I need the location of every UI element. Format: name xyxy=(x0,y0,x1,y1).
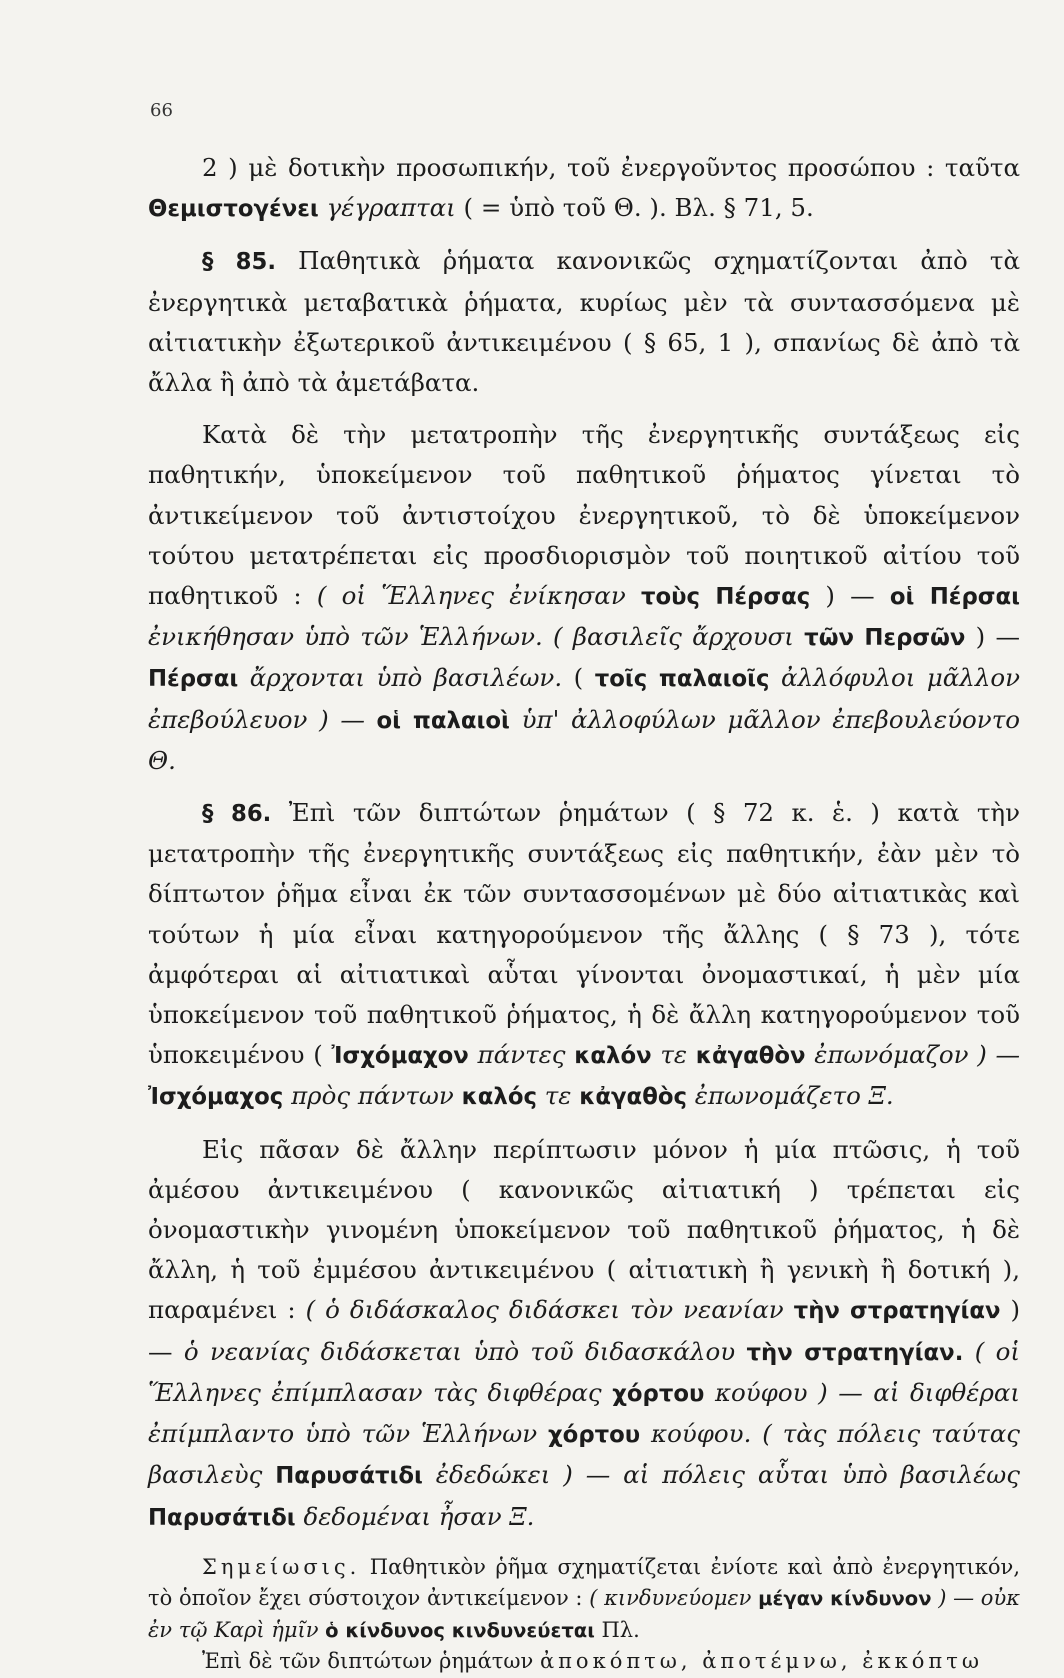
example-bold: Ἰσχόμαχον xyxy=(331,1043,469,1070)
example-italic: πρὸς πάντων xyxy=(283,1081,462,1111)
example-bold: χόρτου xyxy=(612,1380,705,1407)
text-run: Εἰς πᾶσαν δὲ ἄλλην περίπτωσιν μόνον ἡ μία πτῶσις, ἡ τοῦ ἀμέσου ἀντικειμένου ( κανονικῶς αἰτιατική ) τρέπεται εἰς ὀνομαστικὴν γινομένη ὑποκείμενον τοῦ παθητικοῦ ῥήματος, ἡ δὲ ἄλλη, ἡ τοῦ ἐμμέσου ἀντικειμένου ( αἰτιατικὴ ἢ γενικὴ ἢ δοτική ), παραμένει : xyxy=(148,1134,1020,1325)
example-italic: κούφου ) — αἱ διφθέραι ἐπίμπλαντο ὑπὸ τῶν Ἑλλήνων xyxy=(148,1377,1020,1449)
example-bold: οἱ παλαιοὶ xyxy=(376,707,510,734)
example-bold: κἀγαθὸς xyxy=(579,1084,687,1111)
example-italic: ἄρχονται ὑπὸ βασιλέων. xyxy=(238,663,563,693)
section-86 xyxy=(148,793,1020,1118)
example-bold: ὁ κίνδυνος κινδυνεύεται xyxy=(325,1618,595,1642)
example-italic: κούφου. ( τὰς πόλεις ταύτας βασιλεὺς xyxy=(148,1419,1020,1490)
section-85 xyxy=(148,241,1020,403)
example-italic: τε xyxy=(651,1040,696,1070)
example-bold: τῶν Περσῶν xyxy=(804,625,966,652)
text-run: ) — xyxy=(965,622,1020,652)
text-run: Παθητικὸν ῥῆμα σχηματίζεται ἐνίοτε καὶ ἀπὸ ἐνεργητικόν, τὸ ὁποῖον ἔχει σύστοιχον ἀντικείμενον : xyxy=(148,1554,1020,1611)
example-bold: κἀγαθὸν xyxy=(695,1043,806,1070)
text-run: Ἐπὶ δὲ τῶν διπτώτων ῥημάτων xyxy=(202,1649,540,1674)
paragraph-dative-agent xyxy=(148,148,1020,229)
spaced-verbs: ἀποκόπτω, ἀποτέμνω, ἐκκόπτω xyxy=(539,1649,983,1674)
example-bold: Ἰσχόμαχος xyxy=(148,1084,284,1111)
text-run: Ἐπὶ τῶν διπτώτων ῥημάτων ( § 72 κ. ἑ. ) κατὰ τὴν μετατροπὴν τῆς ἐνεργητικῆς συντάξεως εἰς παθητικήν, ἐὰν μὲν τὸ δίπτωτον ῥῆμα εἶναι ἐκ τῶν συντασσομένων μὲ δύο αἰτιατικὰς καὶ τούτων ἡ μία εἶναι κατηγορούμενον τῆς ἄλλης ( § 73 ), τότε ἀμφότεραι αἱ αἰτιατικαὶ αὗται γίνονται ὀνομαστικαί, ἡ μὲν μία ὑποκείμενον τοῦ παθητικοῦ ῥήματος, ἡ δὲ ἄλλη κατηγορούμενον τοῦ ὑποκειμένου ( xyxy=(148,798,1021,1070)
example-italic: ἐνικήθησαν ὑπὸ τῶν Ἑλλήνων. ( βασιλεῖς ἄρχουσι xyxy=(148,622,794,652)
text-run: 2 ) μὲ δοτικὴν προσωπικήν, τοῦ ἐνεργοῦντος προσώπου : ταῦτα xyxy=(202,153,1020,182)
example-italic: τε xyxy=(536,1081,580,1111)
paragraph-other-cases xyxy=(148,1130,1020,1538)
example-bold: χόρτου xyxy=(548,1422,641,1449)
example-bold: οἱ Πέρσαι xyxy=(889,584,1020,611)
section-number: § 85. xyxy=(202,249,277,276)
example-italic: δεδομέναι ἦσαν Ξ. xyxy=(295,1501,535,1531)
example-italic: ἐπωνομάζετο Ξ. xyxy=(686,1081,894,1111)
example-italic: ( οἱ Ἕλληνες ἐπίμπλασαν τὰς διφθέρας xyxy=(148,1336,1020,1407)
note-continuation xyxy=(148,1646,1020,1678)
text-body xyxy=(148,148,1020,1678)
example-bold: τοῖς παλαιοῖς xyxy=(594,666,770,693)
example-bold: Παρυσάτιδι xyxy=(275,1463,423,1490)
text-run: ( = ὑπὸ τοῦ Θ. ). Βλ. § 71, 5. xyxy=(455,193,814,223)
example-italic: ( κινδυνεύομεν xyxy=(589,1586,752,1611)
paragraph-conversion xyxy=(148,415,1020,781)
note-paragraph xyxy=(148,1552,1020,1647)
text-run: Πλ. xyxy=(594,1617,640,1642)
example-italic: ἐπωνόμαζον ) — xyxy=(805,1040,1021,1070)
example-bold: καλός xyxy=(461,1084,537,1111)
section-number: § 86. xyxy=(202,801,272,828)
example-italic: ( ὁ διδάσκαλος διδάσκει τὸν νεανίαν xyxy=(305,1295,784,1325)
note-label: Σημείωσις. xyxy=(202,1554,361,1579)
example-italic: ὁ νεανίας διδάσκεται ὑπὸ τοῦ διδασκάλου xyxy=(183,1336,736,1366)
example-italic: ἐδεδώκει ) — αἱ πόλεις αὗται ὑπὸ βασιλέως xyxy=(422,1460,1021,1490)
example-bold: μέγαν κίνδυνον xyxy=(758,1587,932,1611)
text-run: ) — xyxy=(810,581,890,611)
page-number: 66 xyxy=(150,100,173,121)
example-italic: ὑπ' ἀλλοφύλων μᾶλλον ἐπεβουλεύοντο Θ. xyxy=(148,704,1021,775)
example-italic: ( οἱ Ἕλληνες ἐνίκησαν xyxy=(316,581,626,611)
example-bold: καλόν xyxy=(574,1043,652,1070)
text-run: Κατὰ δὲ τὴν μετατροπὴν τῆς ἐνεργητικῆς συντάξεως εἰς παθητικήν, ὑποκείμενον τοῦ παθητικοῦ ῥήματος γίνεται τὸ ἀντικείμενον τοῦ ἀντιστοίχου ἐνεργητικοῦ, τὸ δὲ ὑποκείμενον τούτου μετατρέπεται εἰς προσδιορισμὸν τοῦ ποιητικοῦ αἰτίου τοῦ παθητικοῦ : xyxy=(148,420,1020,611)
example-bold: Παρυσάτιδι xyxy=(148,1504,296,1531)
example-bold: τὴν στρατηγίαν xyxy=(793,1298,1001,1325)
example-bold: τοὺς Πέρσας xyxy=(640,584,811,611)
example-italic: ἀλλόφυλοι μᾶλλον ἐπεβούλευον ) — xyxy=(148,663,1020,734)
text-run: ( xyxy=(562,663,595,693)
example-bold: Πέρσαι xyxy=(148,666,239,693)
text-run: ) — xyxy=(148,1295,1021,1366)
italic-term: γέγραπται xyxy=(326,193,456,223)
example-bold: τὴν στρατηγίαν. xyxy=(746,1339,964,1366)
example-italic: πάντες xyxy=(468,1040,575,1070)
bold-term: Θεμιστογένει xyxy=(148,196,319,223)
example-italic: ) — οὐκ ἐν τῷ Καρὶ ἡμῖν xyxy=(148,1586,1020,1642)
text-run: Παθητικὰ ῥήματα κανονικῶς σχηματίζονται ἀπὸ τὰ ἐνεργητικὰ μεταβατικὰ ῥήματα, κυρίως μὲν τὰ συντασσόμενα μὲ αἰτιατικὴν ἐξωτερικοῦ ἀντικειμένου ( § 65, 1 ), σπανίως δὲ ἀπὸ τὰ ἄλλα ἢ ἀπὸ τὰ ἀμετάβατα. xyxy=(148,246,1020,398)
